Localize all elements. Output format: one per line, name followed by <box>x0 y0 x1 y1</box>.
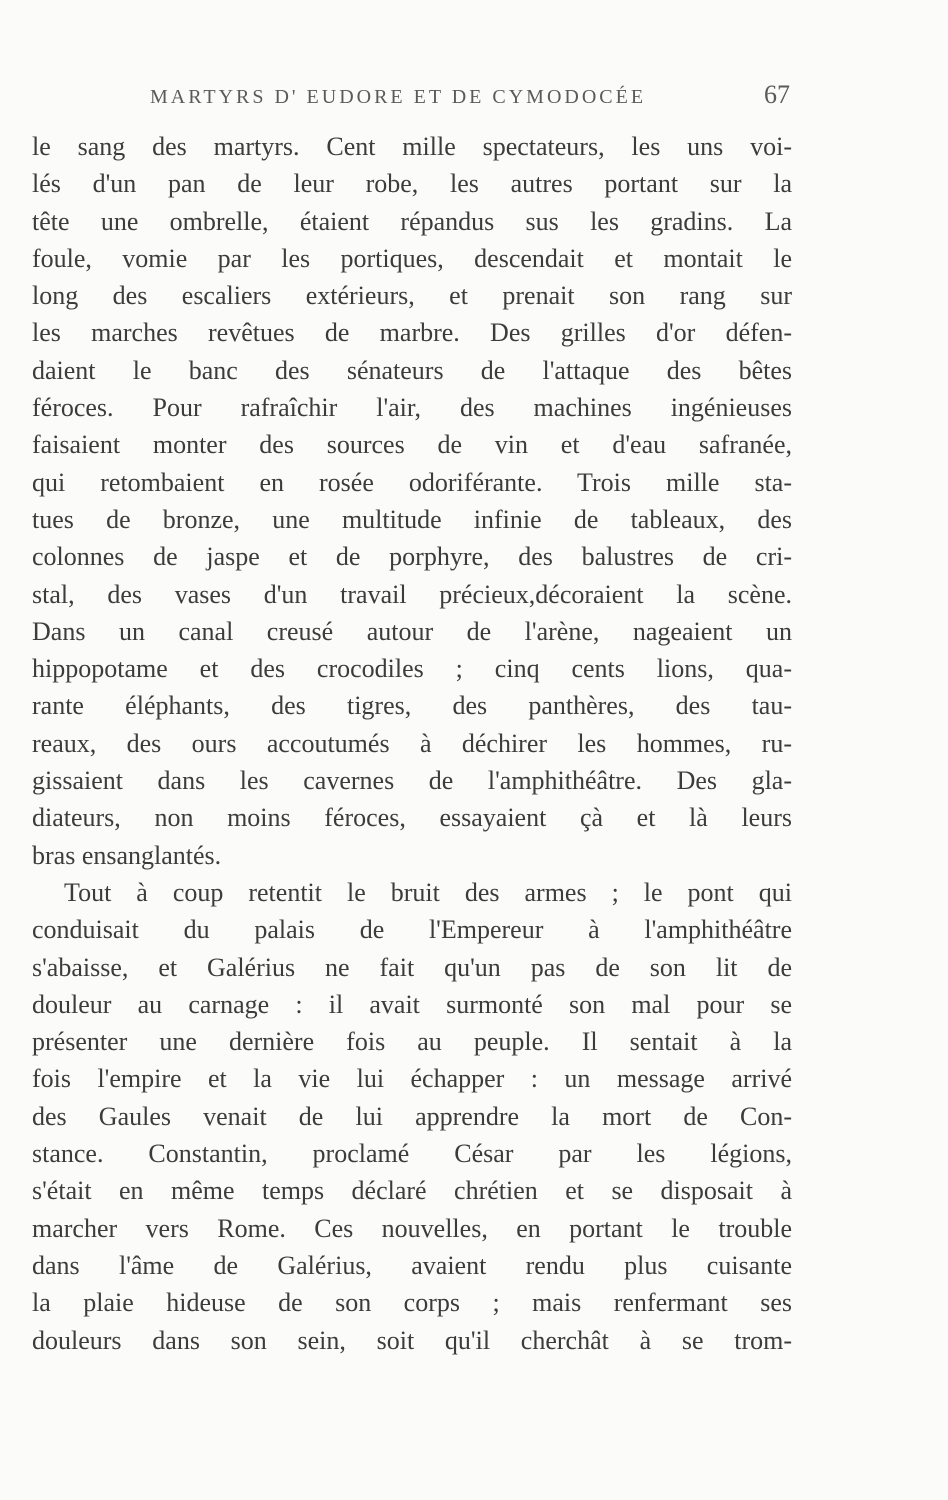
text-line: douleurs dans son sein, soit qu'il cherchât à se trom- <box>32 1325 792 1355</box>
text-line: fois l'empire et la vie lui échapper : un message arrivé <box>32 1064 792 1094</box>
text-line: tête une ombrelle, étaient répandus sus les gradins. La <box>32 206 792 236</box>
text-line: conduisait du palais de l'Empereur à l'amphithéâtre <box>32 915 792 945</box>
text-line: qui retombaient en rosée odoriférante. Trois mille sta- <box>32 467 792 497</box>
text-line: les marches revêtues de marbre. Des grilles d'or défen- <box>32 318 792 348</box>
text-line: féroces. Pour rafraîchir l'air, des machines ingénieuses <box>32 393 792 423</box>
text-line: diateurs, non moins féroces, essayaient çà et là leurs <box>32 803 792 833</box>
running-head-title: MARTYRS D' EUDORE ET DE CYMODOCÉE <box>150 86 647 108</box>
text-line: hippopotame et des crocodiles ; cinq cents lions, qua- <box>32 654 792 684</box>
text-line: dans l'âme de Galérius, avaient rendu plus cuisante <box>32 1250 792 1280</box>
text-line: stance. Constantin, proclamé César par les légions, <box>32 1139 792 1169</box>
text-line: Tout à coup retentit le bruit des armes ; le pont qui <box>64 877 792 907</box>
paragraph-2 <box>32 874 792 1359</box>
text-line: la plaie hideuse de son corps ; mais renfermant ses <box>32 1288 792 1318</box>
text-line: long des escaliers extérieurs, et prenait son rang sur <box>32 281 792 311</box>
text-line: le sang des martyrs. Cent mille spectateurs, les uns voi- <box>32 132 792 161</box>
text-line: s'était en même temps déclaré chrétien et se disposait à <box>32 1176 792 1206</box>
text-line: tues de bronze, une multitude infinie de tableaux, des <box>32 504 792 534</box>
text-line: s'abaisse, et Galérius ne fait qu'un pas de son lit de <box>32 952 792 982</box>
page-number: 67 <box>764 80 790 109</box>
running-head <box>110 80 790 120</box>
text-line: Dans un canal creusé autour de l'arène, nageaient un <box>32 616 792 646</box>
text-line: foule, vomie par les portiques, descendait et montait le <box>32 243 792 273</box>
text-line: présenter une dernière fois au peuple. Il sentait à la <box>32 1027 792 1057</box>
text-line: lés d'un pan de leur robe, les autres portant sur la <box>32 169 792 199</box>
text-line: bras ensanglantés. <box>32 840 222 870</box>
paragraph-1 <box>32 128 792 874</box>
text-line: daient le banc des sénateurs de l'attaque des bêtes <box>32 355 792 385</box>
text-line: douleur au carnage : il avait surmonté son mal pour se <box>32 989 792 1019</box>
text-line: rante éléphants, des tigres, des panthères, des tau- <box>32 691 792 721</box>
body-text <box>32 128 792 1359</box>
text-line: stal, des vases d'un travail précieux,décoraient la scène. <box>32 579 792 609</box>
text-line: colonnes de jaspe et de porphyre, des balustres de cri- <box>32 542 792 572</box>
text-line: gissaient dans les cavernes de l'amphithéâtre. Des gla- <box>32 766 792 796</box>
text-line: des Gaules venait de lui apprendre la mort de Con- <box>32 1101 792 1131</box>
text-line: marcher vers Rome. Ces nouvelles, en portant le trouble <box>32 1213 792 1243</box>
text-line: faisaient monter des sources de vin et d'eau safranée, <box>32 430 792 460</box>
text-line: reaux, des ours accoutumés à déchirer les hommes, ru- <box>32 728 792 758</box>
